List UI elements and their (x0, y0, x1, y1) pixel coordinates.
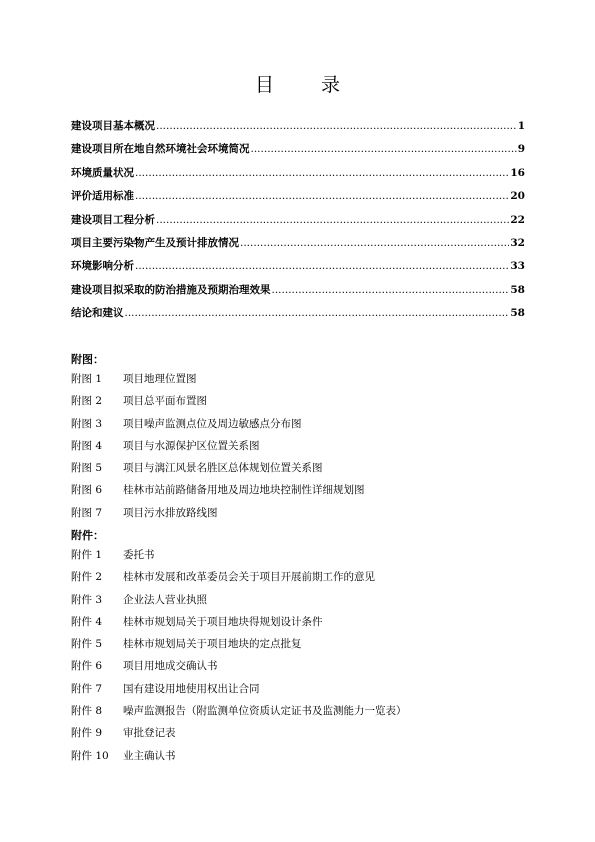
figure-item-title: 项目污水排放路线图 (123, 506, 218, 519)
toc-entry-title: 项目主要污染物产生及预计排放情况 (71, 236, 239, 249)
figure-item-label: 附图 2 (71, 395, 103, 408)
figure-item-title: 项目噪声监测点位及周边敏感点分布图 (123, 417, 302, 430)
toc-entry[interactable] (71, 282, 525, 305)
attachment-item-label: 附件 9 (71, 727, 103, 740)
attachment-item-title: 噪声监测报告（附监测单位资质认定证书及监测能力一览表） (123, 705, 407, 718)
attachment-item-title: 项目用地成交确认书 (123, 660, 218, 673)
attachment-item-title: 业主确认书 (123, 749, 176, 762)
toc-dot-leader (125, 307, 510, 319)
toc-entry[interactable] (71, 165, 525, 188)
attachment-item (71, 569, 531, 591)
figures-list (71, 371, 531, 527)
attachment-item-title: 委托书 (123, 549, 155, 561)
toc-entry[interactable] (71, 235, 525, 258)
toc-entry-page-number: 33 (510, 260, 525, 273)
toc-entry-title: 评价适用标准 (71, 190, 134, 203)
toc-entry[interactable] (71, 305, 525, 328)
figure-item-label: 附图 6 (71, 484, 103, 497)
toc-dot-leader (272, 284, 510, 296)
attachment-item-label: 附件 3 (71, 593, 103, 606)
toc-entry[interactable] (71, 118, 525, 141)
toc-dot-leader (135, 190, 509, 202)
attachment-item-title: 桂林市发展和改革委员会关于项目开展前期工作的意见 (123, 571, 375, 584)
attachment-item (71, 681, 531, 703)
attachment-item (71, 636, 531, 658)
figure-item (71, 371, 531, 393)
toc-entry-title: 建设项目所在地自然环境社会环境简况 (71, 143, 250, 156)
figure-item (71, 460, 531, 482)
toc-entry[interactable] (71, 212, 525, 235)
attachment-item (71, 547, 531, 569)
attachment-item-label: 附件 4 (71, 615, 103, 628)
toc-entry-title: 建设项目拟采取的防治措施及预期治理效果 (71, 283, 271, 296)
attachment-item (71, 592, 531, 614)
figure-item-title: 项目与水源保护区位置关系图 (123, 439, 260, 452)
attachment-item-label: 附件 6 (71, 660, 103, 673)
toc-entry-page-number: 22 (510, 213, 525, 226)
toc-entry[interactable] (71, 258, 525, 281)
attachment-item (71, 614, 531, 636)
attachment-item-label: 附件 2 (71, 571, 103, 584)
attachment-item-title: 桂林市规划局关于项目地块的定点批复 (123, 638, 302, 651)
toc-entry-page-number: 58 (510, 283, 525, 296)
toc-entry-title: 结论和建议 (71, 307, 124, 320)
attachments-list (71, 547, 531, 770)
figure-item (71, 482, 531, 504)
toc-entry[interactable] (71, 188, 525, 211)
figures-heading: 附图： (71, 353, 104, 366)
figure-item-label: 附图 3 (71, 417, 103, 430)
toc-entry-title: 环境影响分析 (71, 260, 134, 273)
toc-entry-page-number: 58 (510, 307, 525, 320)
figure-item (71, 393, 531, 415)
toc-entry-page-number: 20 (510, 190, 525, 203)
attachment-item-label: 附件 1 (71, 549, 103, 561)
toc-entry-page-number: 32 (510, 236, 525, 249)
toc-entry-page-number: 1 (517, 120, 525, 132)
figure-item (71, 505, 531, 527)
table-of-contents (71, 118, 525, 329)
toc-dot-leader (135, 260, 509, 272)
toc-entry-page-number: 16 (510, 166, 525, 179)
attachment-item-title: 审批登记表 (123, 727, 176, 740)
attachment-item (71, 748, 531, 770)
figure-item-label: 附图 5 (71, 462, 103, 475)
figure-item-title: 项目总平面布置图 (123, 395, 207, 408)
page-title: 目 录 (254, 74, 354, 96)
toc-dot-leader (156, 214, 509, 226)
figure-item-title: 桂林市站前路储备用地及周边地块控制性详细规划图 (123, 484, 365, 497)
figure-item-label: 附图 7 (71, 506, 103, 519)
attachments-heading: 附件： (71, 529, 104, 542)
attachment-item (71, 725, 531, 747)
toc-entry[interactable] (71, 141, 525, 164)
toc-dot-leader (135, 167, 509, 179)
toc-entry-title: 建设项目工程分析 (71, 213, 155, 226)
toc-dot-leader (251, 143, 517, 155)
attachment-item-title: 企业法人营业执照 (123, 593, 207, 606)
toc-dot-leader (156, 120, 517, 132)
attachment-item-label: 附件 8 (71, 705, 103, 718)
attachment-item (71, 658, 531, 680)
attachment-item-label: 附件 7 (71, 682, 103, 695)
figure-item-label: 附图 1 (71, 373, 103, 385)
toc-entry-title: 环境质量状况 (71, 166, 134, 179)
figure-item-label: 附图 4 (71, 439, 103, 452)
figure-item (71, 416, 531, 438)
attachment-item-label: 附件 10 (71, 749, 109, 762)
attachment-item-title: 桂林市规划局关于项目地块得规划设计条件 (123, 615, 323, 628)
attachment-item-label: 附件 5 (71, 638, 103, 651)
figure-item (71, 438, 531, 460)
toc-entry-title: 建设项目基本概况 (71, 120, 155, 132)
figure-item-title: 项目与漓江风景名胜区总体规划位置关系图 (123, 462, 323, 475)
attachment-item-title: 国有建设用地使用权出让合同 (123, 682, 260, 695)
attachment-item (71, 703, 531, 725)
toc-entry-page-number: 9 (517, 143, 525, 156)
toc-dot-leader (240, 237, 509, 249)
figure-item-title: 项目地理位置图 (123, 373, 197, 385)
